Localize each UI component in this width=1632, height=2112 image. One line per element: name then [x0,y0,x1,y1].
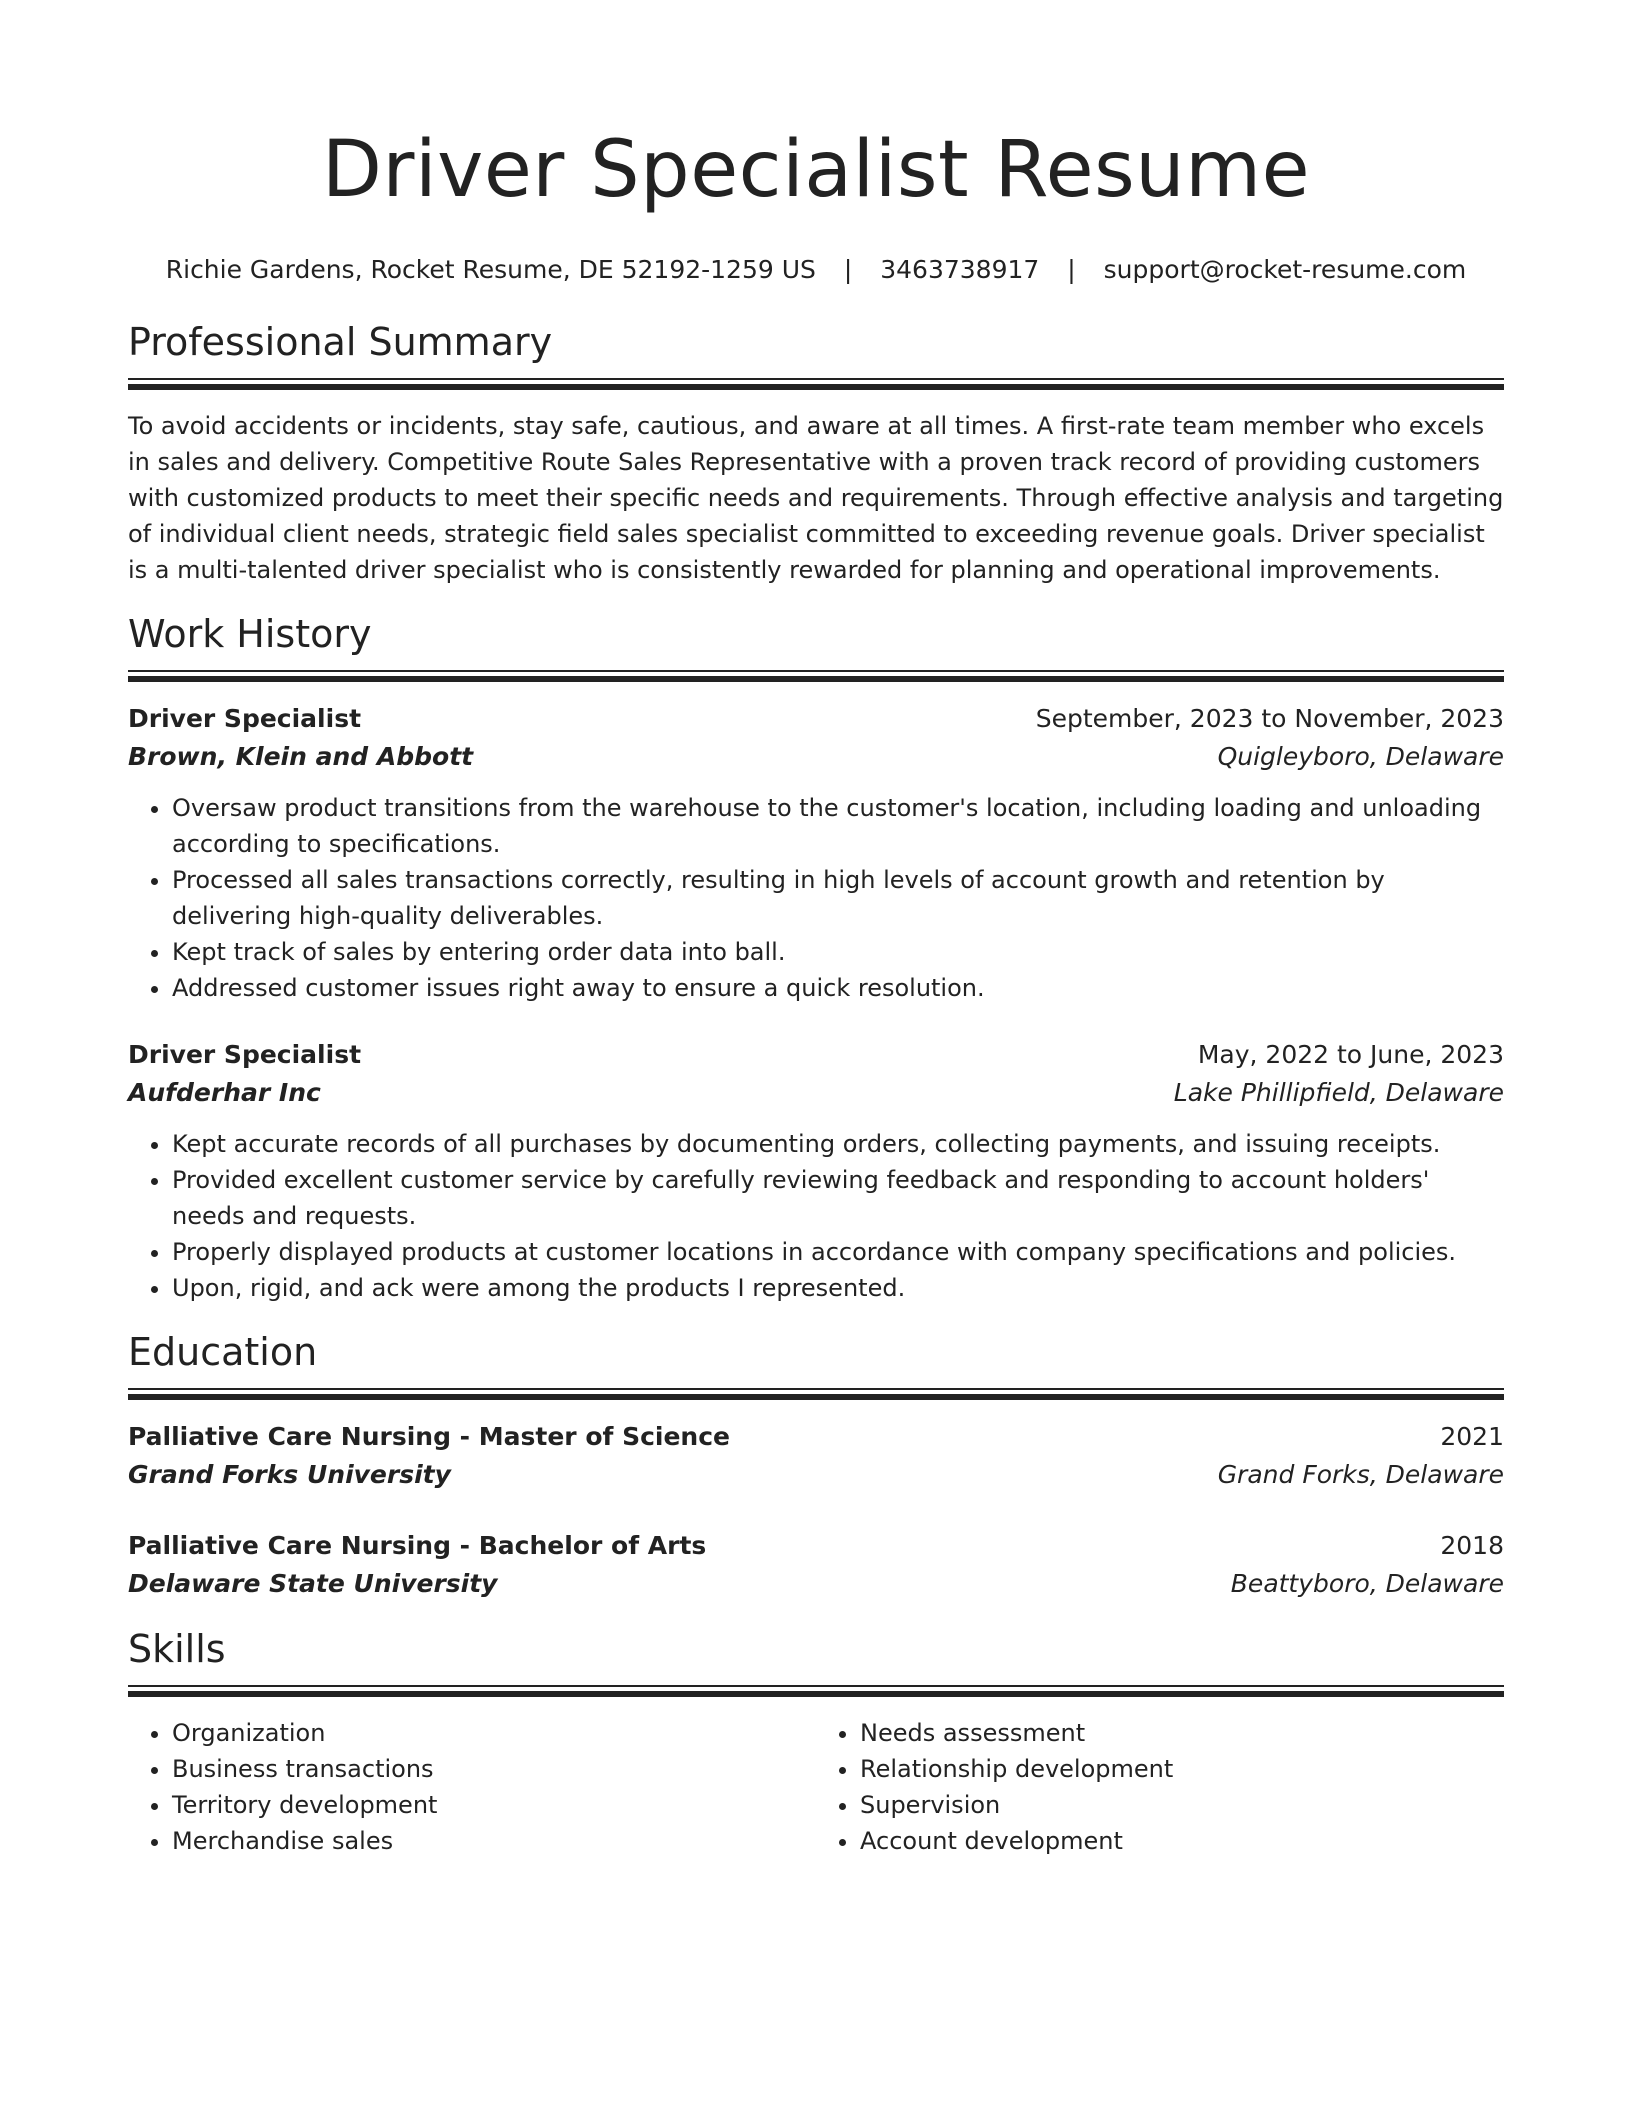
job-bullet: • Kept accurate records of all purchases by documenting orders, collecting payments, and issuing receipts. [172,1126,1504,1162]
education-degree: Palliative Care Nursing - Master of Science [128,1422,731,1451]
skills-column-left [128,1715,816,1859]
education-location: Grand Forks, Delaware [1217,1460,1504,1489]
education-degree: Palliative Care Nursing - Bachelor of Arts [128,1531,707,1560]
resume-content [128,0,1504,1859]
job-bullet: • Addressed customer issues right away to ensure a quick resolution. [172,970,1504,1006]
job-location: Lake Phillipfield, Delaware [1173,1078,1504,1107]
contact-separator: | [1067,255,1076,284]
contact-line [128,252,1504,288]
job-title: Driver Specialist [128,704,362,733]
section-heading-skills: Skills [128,1627,226,1671]
section-divider [128,670,1504,682]
job-company: Brown, Klein and Abbott [128,742,474,771]
skills-list [128,1715,1504,1859]
job-entry [128,1036,1504,1306]
job-bullet: • Processed all sales transactions correctly, resulting in high levels of account growth and retention by delivering high-quality deliverables. [172,862,1504,934]
job-bullet: • Provided excellent customer service by carefully reviewing feedback and responding to account holders' needs and requests. [172,1162,1504,1234]
skill-item: • Business transactions [172,1751,816,1787]
section-heading-education: Education [128,1330,318,1374]
job-bullets [128,1126,1504,1306]
section-heading-summary: Professional Summary [128,320,553,364]
job-dates: May, 2022 to June, 2023 [1197,1040,1504,1069]
education-school: Delaware State University [128,1569,498,1598]
education-entry [128,1527,1504,1603]
skill-item: • Account development [860,1823,1504,1859]
job-entry [128,700,1504,1006]
job-company: Aufderhar Inc [128,1078,321,1107]
job-bullet: • Kept track of sales by entering order data into ball. [172,934,1504,970]
resume-title: Driver Specialist Resume [321,125,1311,215]
summary-text: To avoid accidents or incidents, stay safe, cautious, and aware at all times. A first-rate team member who excels in sales and delivery. Competitive Route Sales Representative with a proven track record of providing customers with customized products to meet their specific needs and requirements. Through effective analysis and targeting of individual client needs, strategic field sales specialist committed to exceeding revenue goals. Driver specialist is a multi-talented driver specialist who is consistently rewarded for planning and operational improvements. [128,412,1504,584]
section-divider [128,1685,1504,1697]
section-divider [128,1388,1504,1400]
job-dates: September, 2023 to November, 2023 [1035,704,1504,733]
education-year: 2021 [1440,1422,1504,1451]
section-heading-work: Work History [128,612,372,656]
work-history-section [128,610,1504,1306]
contact-separator: | [843,255,853,284]
job-title: Driver Specialist [128,1040,362,1069]
education-entry [128,1418,1504,1494]
education-section [128,1328,1504,1603]
job-location: Quigleyboro, Delaware [1217,742,1504,771]
job-bullet: • Oversaw product transitions from the warehouse to the customer's location, including loading and unloading according to specifications. [172,790,1504,862]
skill-item: • Territory development [172,1787,816,1823]
contact-email: support@rocket-resume.com [1103,255,1467,284]
education-location: Beattyboro, Delaware [1230,1569,1504,1598]
skill-item: • Needs assessment [860,1715,1504,1751]
job-bullet: • Upon, rigid, and ack were among the products I represented. [172,1270,1504,1306]
skill-item: • Supervision [860,1787,1504,1823]
section-divider [128,378,1504,390]
contact-address: Richie Gardens, Rocket Resume, DE 52192-1259 US [165,255,816,284]
job-bullets [128,790,1504,1006]
skill-item: • Merchandise sales [172,1823,816,1859]
skills-column-right [816,1715,1504,1859]
skill-item: • Relationship development [860,1751,1504,1787]
summary-section [128,318,1504,588]
education-school: Grand Forks University [128,1460,451,1489]
contact-phone: 3463738917 [880,255,1040,284]
skill-item: • Organization [172,1715,816,1751]
education-year: 2018 [1440,1531,1504,1560]
job-bullet: • Properly displayed products at customer locations in accordance with company specifications and policies. [172,1234,1504,1270]
skills-section [128,1625,1504,1859]
